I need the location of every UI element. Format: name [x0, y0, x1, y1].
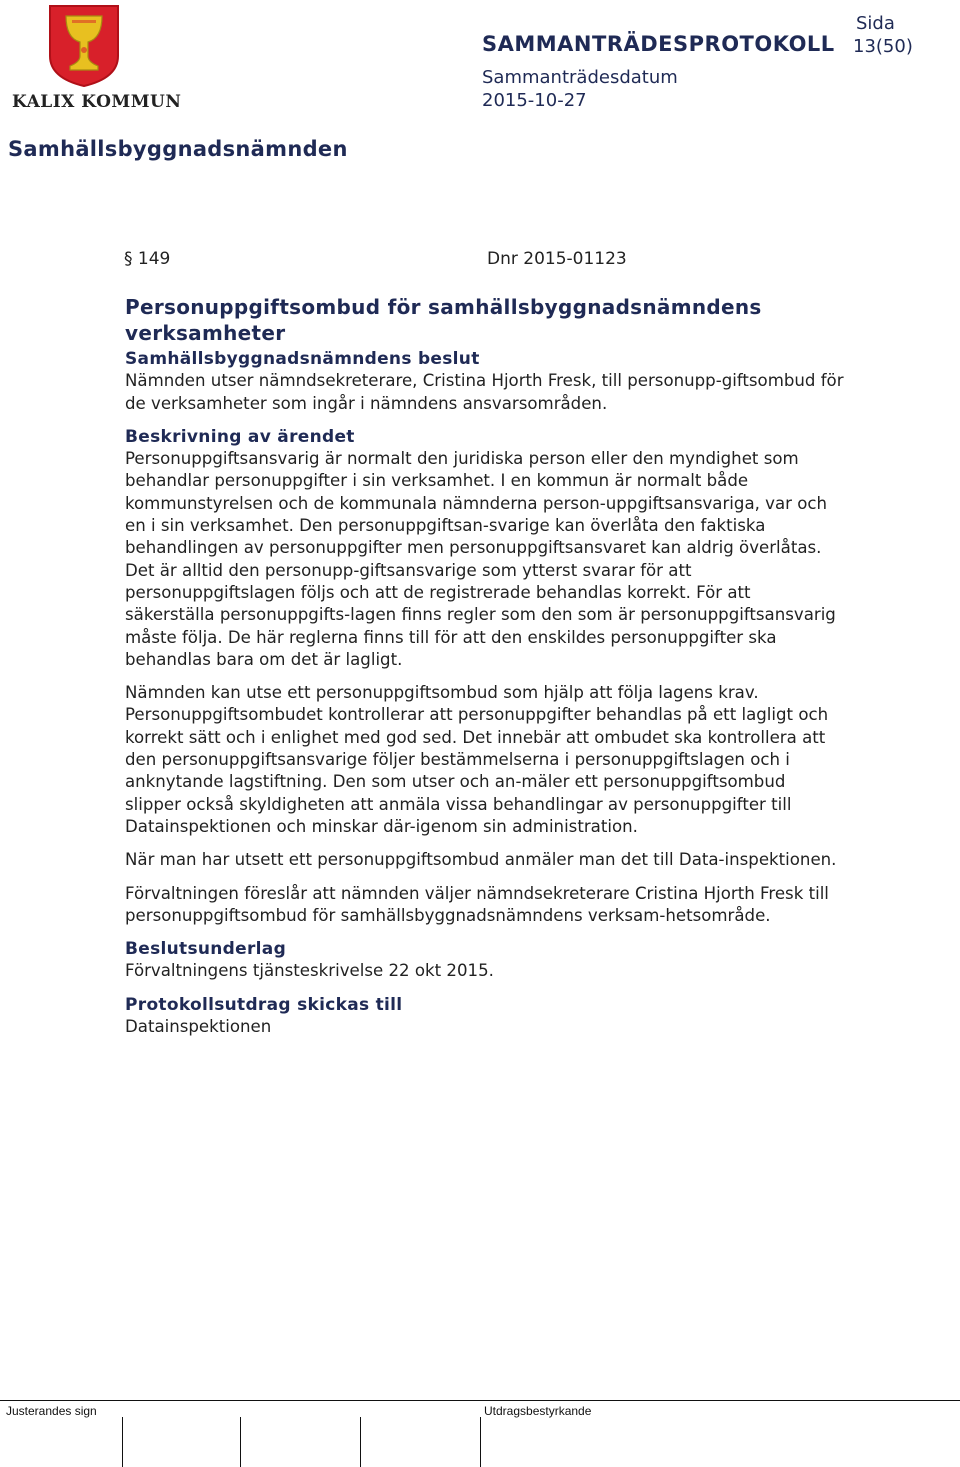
meeting-date-label: Sammanträdesdatum — [482, 67, 678, 88]
logo-text: KALIX KOMMUN — [12, 92, 182, 112]
page-number: 13(50) — [853, 36, 913, 57]
signature-footer — [0, 1400, 960, 1467]
protocol-title: SAMMANTRÄDESPROTOKOLL — [482, 32, 835, 56]
description-paragraph-1: Personuppgiftsansvarig är normalt den juridiska person eller den myndighet som behandlar personuppgifter i sin verksamhet. I en kommun är normalt både kommunstyrelsen och de kommunala nämnderna person-uppgiftsansvariga, var och en i sin verksamhet. Den personuppgiftsan-svarige kan överlåta den faktiska behandlingen av personuppgifter men personuppgiftsansvaret kan aldrig överlåtas. Det är alltid den personupp-giftsansvarige som ytterst svarar för att personuppgiftslagen följs och att de registrerade behandlas korrekt. För att säkerställa personuppgifts-lagen finns regler som den som är personuppgiftsansvarig måste följa. De här reglerna finns till för att den enskildes personuppgifter ska behandlas bara om det är lagligt. — [125, 449, 836, 669]
diary-number: Dnr 2015-01123 — [487, 249, 627, 269]
signature-divider — [122, 1417, 123, 1467]
kalix-coat-of-arms-icon — [48, 4, 120, 88]
organization-name: Samhällsbyggnadsnämnden — [8, 137, 348, 161]
kalix-kommun-logo — [10, 4, 182, 114]
description-heading: Beskrivning av ärendet — [125, 426, 355, 447]
page-label: Sida — [856, 13, 895, 34]
signature-divider — [360, 1417, 361, 1467]
signature-divider — [480, 1417, 481, 1467]
paragraph-number — [124, 249, 170, 269]
meeting-date: 2015-10-27 — [482, 90, 587, 111]
extract-recipient: Datainspektionen — [125, 1017, 272, 1037]
decision-heading: Samhällsbyggnadsnämndens beslut — [125, 349, 480, 369]
case-content — [125, 294, 845, 1038]
certification-label: Utdragsbestyrkande — [484, 1404, 592, 1418]
description-paragraph-4: Förvaltningen föreslår att nämnden väljer nämndsekreterare Cristina Hjorth Fresk till personuppgiftsombud för samhällsbyggnadsnämndens verksam-hetsområde. — [125, 883, 829, 925]
basis-text: Förvaltningens tjänsteskrivelse 22 okt 2015. — [125, 961, 494, 981]
paragraph-number-value: 149 — [137, 249, 171, 269]
description-paragraph-3: När man har utsett ett personuppgiftsombud anmäler man det till Data-inspektionen. — [125, 850, 837, 870]
basis-heading: Beslutsunderlag — [125, 939, 287, 960]
signature-divider — [240, 1417, 241, 1467]
case-title: Personuppgiftsombud för samhällsbyggnadsnämndens verksamheter — [125, 295, 762, 345]
section-sign-icon: § — [124, 249, 133, 269]
decision-text: Nämnden utser nämndsekreterare, Cristina Hjorth Fresk, till personupp-giftsombud för de verksamheter som ingår i nämndens ansvarsområden. — [125, 371, 844, 413]
adjuster-signature-label: Justerandes sign — [6, 1404, 97, 1418]
description-paragraph-2: Nämnden kan utse ett personuppgiftsombud som hjälp att följa lagens krav. Personuppgiftsombudet kontrollerar att personuppgifter behandlas på ett lagligt och korrekt sätt och i enlighet med god sed. Det innebär att ombudet ska kontrollera att den personuppgiftsansvarige följer bestämmelserna i personuppgiftslagen och i anknytande lagstiftning. Den som utser och an-mäler ett personuppgiftsombud slipper också skyldigheten att anmäla vissa behandlingar av personuppgifter till Datainspektionen och minskar där-igenom sin administration. — [125, 683, 829, 836]
extract-heading: Protokollsutdrag skickas till — [125, 994, 403, 1015]
